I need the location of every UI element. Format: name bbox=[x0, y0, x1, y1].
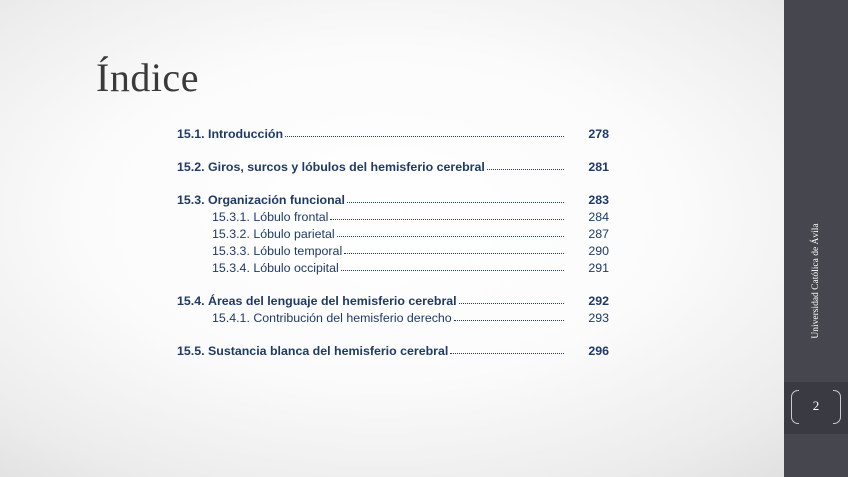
toc-entry-label: 15.1. Introducción bbox=[177, 127, 284, 141]
toc-entry-15-3-1 bbox=[177, 208, 609, 225]
institution-label: Universidad Católica de Ávila bbox=[811, 223, 821, 339]
toc-entry-label: 15.2. Giros, surcos y lóbulos del hemisferio cerebral bbox=[177, 160, 485, 174]
toc-entry-page: 283 bbox=[588, 193, 609, 207]
slide-title: Índice bbox=[96, 55, 199, 100]
toc-entry-label: 15.5. Sustancia blanca del hemisferio cerebral bbox=[177, 344, 449, 358]
toc-entry-page: 296 bbox=[588, 344, 609, 358]
toc-entry-page: 291 bbox=[588, 261, 609, 275]
dot-leader bbox=[347, 190, 564, 203]
dot-leader bbox=[459, 291, 564, 304]
toc-entry-label: 15.3.2. Lóbulo parietal bbox=[212, 227, 335, 241]
toc-entry-page: 284 bbox=[588, 210, 609, 224]
toc-entry-15-5 bbox=[177, 342, 609, 359]
toc-entry-label: 15.3. Organización funcional bbox=[177, 193, 345, 207]
toc-entry-label: 15.3.1. Lóbulo frontal bbox=[212, 210, 329, 224]
dot-leader bbox=[450, 341, 564, 354]
dot-leader bbox=[330, 207, 564, 220]
toc-entry-15-4-1 bbox=[177, 309, 609, 326]
toc-entry-label: 15.3.4. Lóbulo occipital bbox=[212, 261, 339, 275]
toc-entry-page: 287 bbox=[588, 227, 609, 241]
toc-entry-15-1 bbox=[177, 125, 609, 142]
dot-leader bbox=[344, 241, 564, 254]
toc-entry-15-3-2 bbox=[177, 225, 609, 242]
toc-entry-page: 292 bbox=[588, 294, 609, 308]
toc-entry-15-4 bbox=[177, 292, 609, 309]
right-brace-icon bbox=[833, 390, 841, 424]
table-of-contents bbox=[177, 125, 609, 359]
toc-entry-label: 15.4.1. Contribución del hemisferio derecho bbox=[212, 311, 452, 325]
dot-leader bbox=[341, 258, 564, 271]
toc-entry-15-3-4 bbox=[177, 259, 609, 276]
page-number: 2 bbox=[812, 398, 820, 413]
toc-entry-page: 278 bbox=[588, 127, 609, 141]
toc-entry-page: 290 bbox=[588, 244, 609, 258]
toc-entry-page: 281 bbox=[588, 160, 609, 174]
toc-entry-label: 15.3.3. Lóbulo temporal bbox=[212, 244, 343, 258]
dot-leader bbox=[454, 308, 564, 321]
toc-entry-page: 293 bbox=[588, 311, 609, 325]
page-number-box bbox=[784, 382, 848, 434]
toc-entry-15-3 bbox=[177, 191, 609, 208]
toc-entry-15-2 bbox=[177, 158, 609, 175]
toc-entry-15-3-3 bbox=[177, 242, 609, 259]
toc-entry-label: 15.4. Áreas del lenguaje del hemisferio cerebral bbox=[177, 294, 457, 308]
dot-leader bbox=[285, 124, 564, 137]
dot-leader bbox=[487, 157, 564, 170]
dot-leader bbox=[337, 224, 564, 237]
